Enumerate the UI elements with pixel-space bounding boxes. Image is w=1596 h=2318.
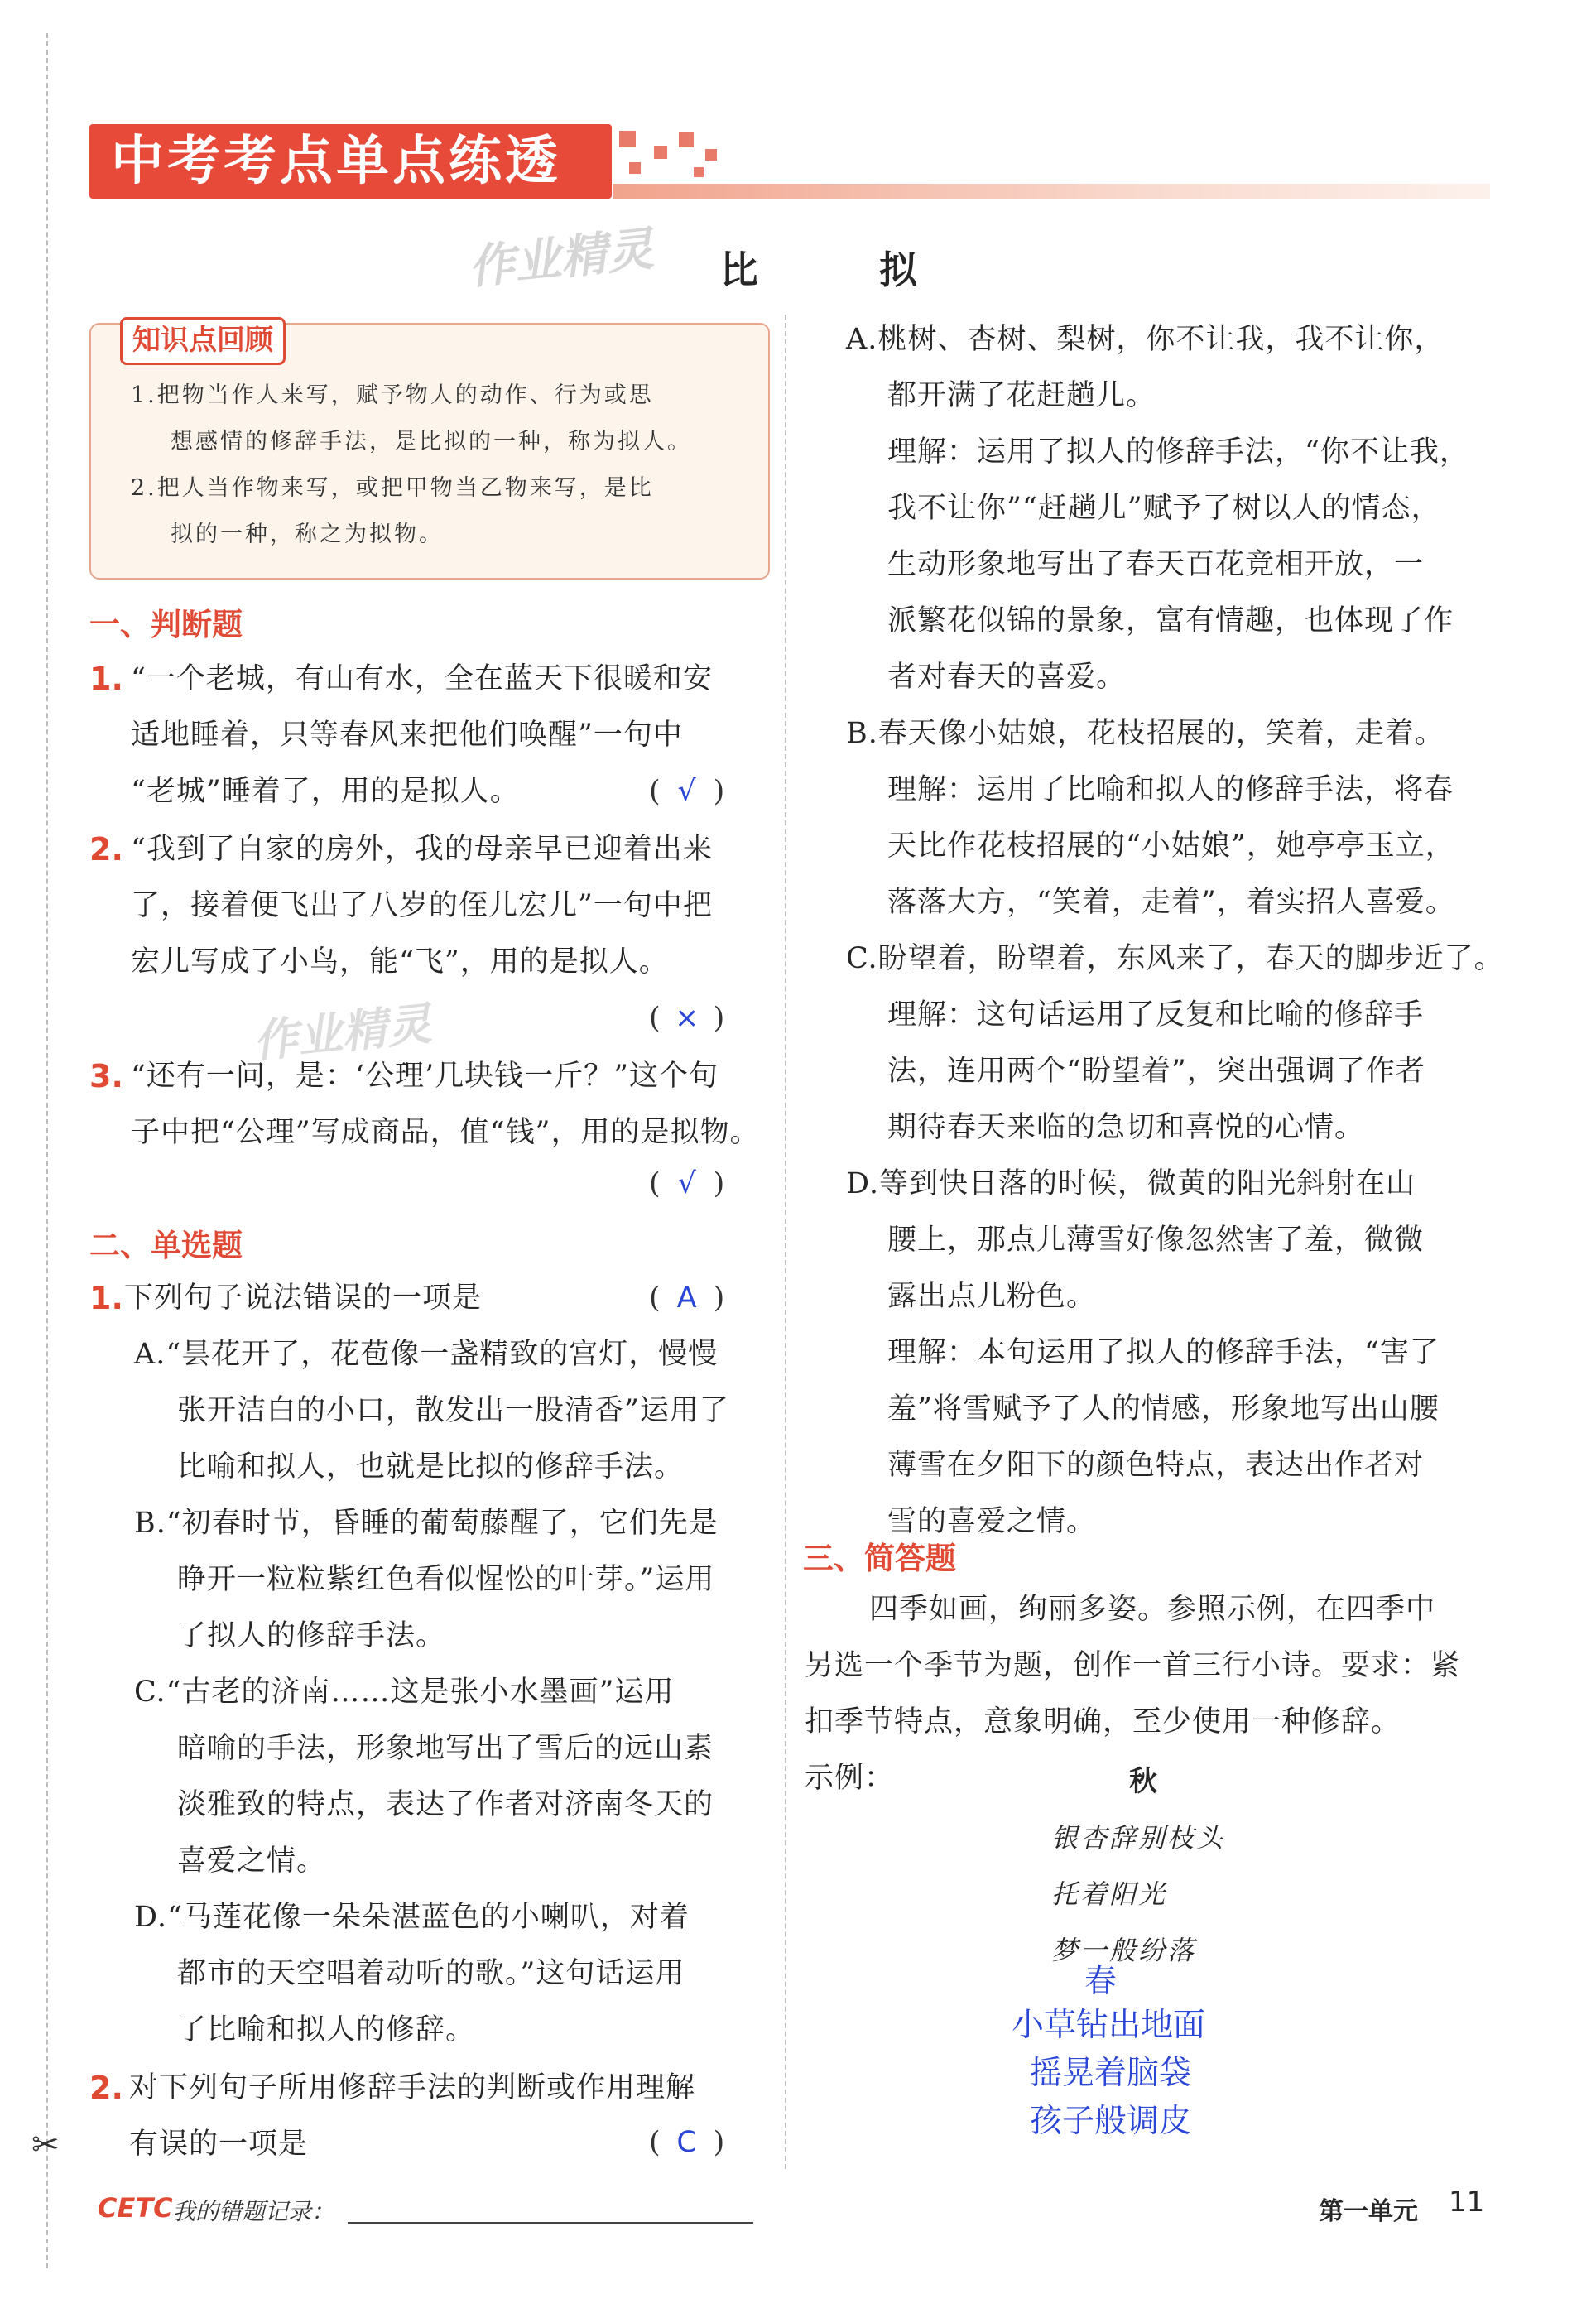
- answer-paren: ( × ): [649, 1002, 725, 1035]
- header-stripe: [613, 184, 1490, 199]
- option-line: B.“初春时节，昏睡的葡萄藤醒了，它们先是: [134, 1507, 719, 1540]
- page-title: 比 拟: [720, 248, 959, 292]
- knowledge-tag: 知识点回顾: [120, 317, 286, 365]
- decor-square: [619, 131, 636, 147]
- option-line: 露出点儿粉色。: [887, 1280, 1097, 1313]
- option-b: [846, 705, 1574, 931]
- answer-mark: √: [677, 775, 696, 808]
- right-options: [846, 311, 1574, 1550]
- answer-paren: ( C ): [649, 2126, 725, 2159]
- section-banner: 中考考点单点练透: [89, 124, 612, 199]
- prompt-line: 四季如画，绚丽多姿。参照示例，在四季中: [869, 1593, 1436, 1626]
- margin-dashed-line: [46, 33, 48, 2268]
- option-line: D.等到快日落的时候，微黄的阳光斜射在山: [846, 1167, 1416, 1200]
- option-c: [846, 931, 1574, 1156]
- question-text: [131, 1048, 776, 1161]
- answer-mark: C: [676, 2126, 697, 2159]
- option-line: 暗喻的手法，形象地写出了雪后的远山素: [177, 1732, 714, 1765]
- answer-paren: ( √ ): [649, 1167, 725, 1200]
- watermark: 作业精灵: [465, 222, 656, 296]
- answer-mark: √: [677, 1167, 696, 1200]
- example-poem: [1051, 1810, 1225, 1979]
- record-line: [348, 2222, 753, 2224]
- option-a: [134, 1326, 780, 1495]
- question-line: “一个老城，有山有水，全在蓝天下很暖和安: [131, 662, 713, 695]
- option-list: [134, 1326, 780, 2058]
- poem-line: 梦一般纷落: [1051, 1935, 1197, 1966]
- knowledge-line: 想感情的修辞手法，是比拟的一种，称为拟人。: [171, 429, 692, 454]
- option-line: 者对春天的喜爱。: [887, 661, 1127, 694]
- option-line: 期待春天来临的急切和喜悦的心情。: [887, 1111, 1365, 1144]
- answer-mark: A: [676, 1282, 697, 1315]
- watermark: 作业精灵: [250, 997, 435, 1069]
- question-line: 子中把“公理”写成商品，值“钱”，用的是拟物。: [131, 1116, 760, 1149]
- option-line: 羞”将雪赋予了人的情感，形象地写出山腰: [887, 1392, 1440, 1426]
- question-line: 有误的一项是: [129, 2128, 309, 2161]
- option-line: 理解：这句话运用了反复和比喻的修辞手: [887, 998, 1425, 1032]
- decor-square: [679, 132, 694, 147]
- prompt-line: 扣季节特点，意象明确，至少使用一种修辞。: [805, 1705, 1401, 1738]
- option-line: 理解：运用了拟人的修辞手法，“你不让我，: [887, 435, 1469, 469]
- option-line: 喜爱之情。: [177, 1844, 327, 1878]
- section-title-short-answer: 三、简答题: [803, 1541, 956, 1576]
- answer-poem-line: 摇晃着脑袋: [1030, 2055, 1192, 2092]
- option-line: 落落大方，“笑着，走着”，着实招人喜爱。: [887, 886, 1455, 919]
- option-line: 都开满了花赶趟儿。: [887, 379, 1156, 412]
- option-d: [846, 1156, 1574, 1550]
- answer-poem-title: 春: [1084, 1963, 1118, 2000]
- option-line: 我不让你”“赶趟儿”赋予了树以人的情态，: [887, 492, 1441, 525]
- poem-line: 托着阳光: [1051, 1878, 1168, 1910]
- question-line: “老城”睡着了，用的是拟人。: [131, 775, 520, 808]
- decor-square: [694, 167, 704, 177]
- question-number: 1.: [89, 661, 123, 697]
- option-line: 睁开一粒粒紫红色看似惺忪的叶芽。”运用: [177, 1563, 715, 1596]
- example-label: 示例：: [805, 1762, 895, 1795]
- decor-square: [654, 146, 667, 159]
- question-line: “我到了自家的房外，我的母亲早已迎着出来: [131, 833, 713, 866]
- option-line: 法，连用两个“盼望着”，突出强调了作者: [887, 1055, 1425, 1088]
- option-line: C.盼望着，盼望着，东风来了，春天的脚步近了。: [846, 942, 1504, 975]
- answer-mark: ×: [674, 1002, 699, 1035]
- answer-paren: ( A ): [649, 1282, 725, 1315]
- question-number: 2.: [89, 2070, 123, 2106]
- option-d: [134, 1889, 780, 2058]
- option-line: A.“昙花开了，花苞像一盏精致的宫灯，慢慢: [134, 1338, 719, 1371]
- short-answer-prompt: [805, 1581, 1566, 1750]
- option-line: 雪的喜爱之情。: [887, 1505, 1097, 1538]
- option-line: 薄雪在夕阳下的颜色特点，表达出作者对: [887, 1449, 1425, 1482]
- option-line: 生动形象地写出了春天百花竞相开放，一: [887, 548, 1425, 581]
- answer-poem-line: 孩子般调皮: [1030, 2103, 1192, 2140]
- cetc-logo: CETC: [98, 2192, 173, 2224]
- question-text: [131, 821, 768, 990]
- question-number: 2.: [89, 831, 123, 868]
- knowledge-content: [131, 373, 692, 558]
- option-line: 了拟人的修辞手法。: [177, 1619, 446, 1652]
- question-line: 对下列句子所用修辞手法的判断或作用理解: [129, 2071, 696, 2104]
- page-number: 11: [1449, 2186, 1485, 2219]
- scissors-icon: ✂: [31, 2126, 60, 2164]
- option-line: C.“古老的济南……这是张小水墨画”运用: [134, 1676, 675, 1709]
- option-line: 理解：本句运用了拟人的修辞手法，“害了: [887, 1336, 1440, 1369]
- section-title-single-choice: 二、单选题: [89, 1228, 243, 1263]
- prompt-line: 另选一个季节为题，创作一首三行小诗。要求：紧: [805, 1649, 1461, 1682]
- knowledge-line: 拟的一种，称之为拟物。: [171, 522, 444, 547]
- question-line: 了，接着便飞出了八岁的侄儿宏儿”一句中把: [131, 889, 713, 922]
- knowledge-line: 2.把人当作物来写，或把甲物当乙物来写，是比: [131, 475, 654, 501]
- section-title-judgement: 一、判断题: [89, 607, 243, 642]
- question-number: 1.: [89, 1280, 123, 1316]
- knowledge-line: 1.把物当作人来写，赋予物人的动作、行为或思: [131, 382, 654, 408]
- option-line: 派繁花似锦的景象，富有情趣，也体现了作: [887, 604, 1454, 637]
- question-number: 3.: [89, 1058, 123, 1094]
- option-c: [134, 1664, 780, 1889]
- decor-square: [705, 149, 717, 161]
- question-line: “还有一问，是：‘公理’几块钱一斤？”这个句: [131, 1060, 719, 1093]
- wrong-answer-record-label: 我的错题记录：: [172, 2198, 335, 2225]
- question-line: 适地睡着，只等春风来把他们唤醒”一句中: [131, 719, 683, 752]
- option-line: 了比喻和拟人的修辞。: [177, 2013, 476, 2046]
- option-line: B.春天像小姑娘，花枝招展的，笑着，走着。: [846, 717, 1445, 750]
- decor-square: [629, 162, 641, 174]
- option-a: [846, 311, 1574, 705]
- answer-paren: ( √ ): [649, 775, 725, 808]
- option-line: 张开洁白的小口，散发出一股清香”运用了: [177, 1394, 729, 1427]
- option-line: 理解：运用了比喻和拟人的修辞手法，将春: [887, 773, 1454, 806]
- option-line: A.桃树、杏树、梨树，你不让我，我不让你，: [846, 323, 1445, 356]
- answer-poem-line: 小草钻出地面: [1012, 2007, 1206, 2044]
- poem-line: 银杏辞别枝头: [1051, 1822, 1226, 1854]
- question-line: 宏儿写成了小鸟，能“飞”，用的是拟人。: [131, 945, 669, 979]
- option-b: [134, 1495, 780, 1664]
- option-line: 腰上，那点儿薄雪好像忽然害了羞，微微: [887, 1224, 1425, 1257]
- column-divider: [785, 315, 786, 2169]
- option-line: 比喻和拟人，也就是比拟的修辞手法。: [177, 1450, 685, 1484]
- option-line: 淡雅致的特点，表达了作者对济南冬天的: [177, 1788, 714, 1821]
- option-line: 天比作花枝招展的“小姑娘”，她亭亭玉立，: [887, 830, 1455, 863]
- option-line: 都市的天空唱着动听的歌。”这句话运用: [177, 1957, 685, 1990]
- answer-poem: [1012, 2002, 1205, 2146]
- example-title: 秋: [1129, 1765, 1157, 1798]
- option-line: D.“马莲花像一朵朵湛蓝色的小喇叭，对着: [134, 1901, 690, 1934]
- question-stem: 下列句子说法错误的一项是: [124, 1282, 483, 1315]
- unit-label: 第一单元: [1319, 2197, 1418, 2226]
